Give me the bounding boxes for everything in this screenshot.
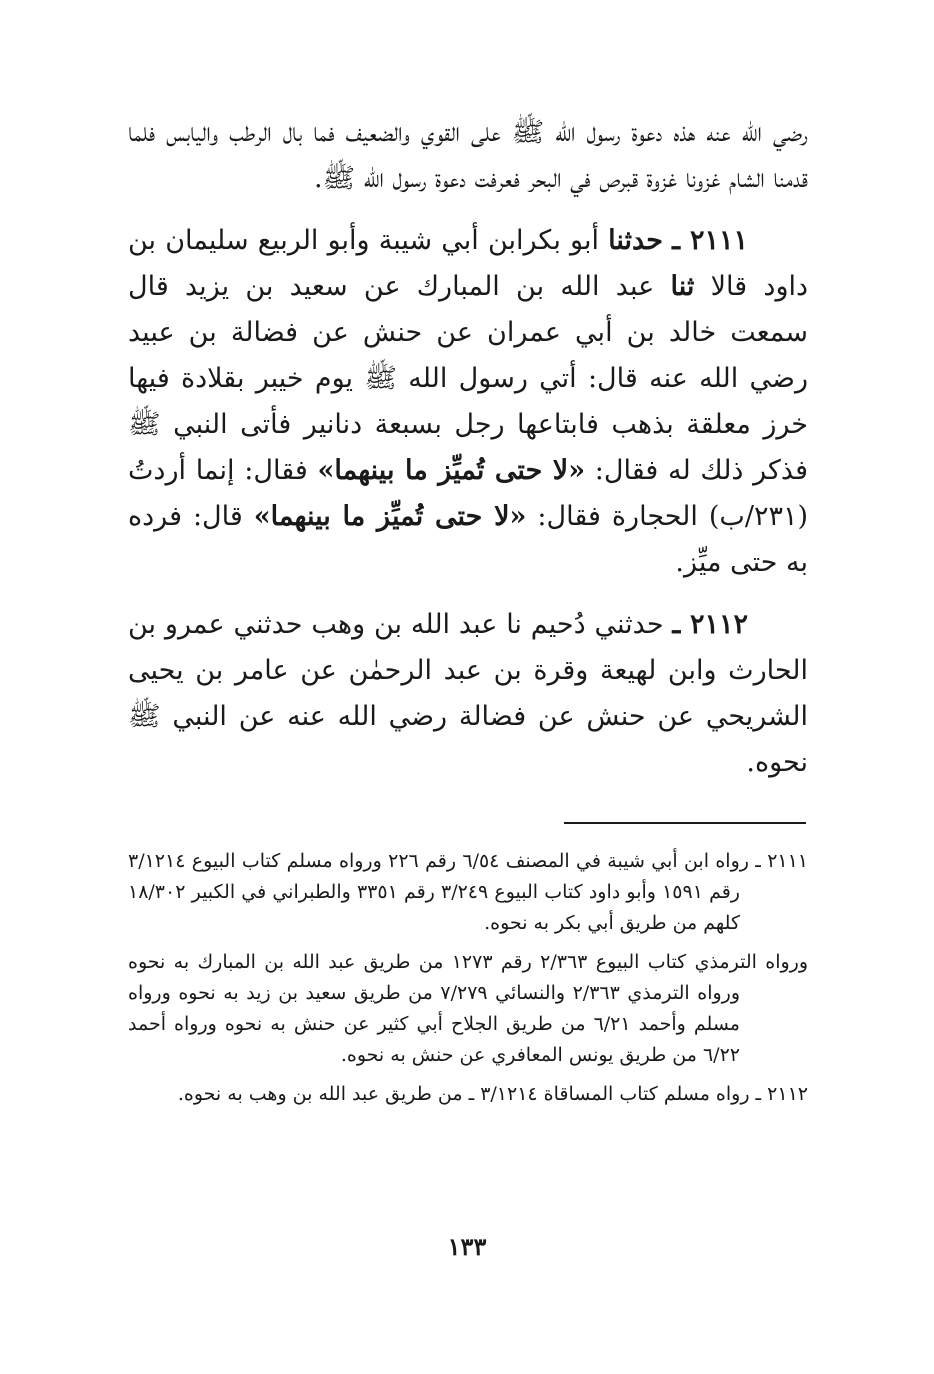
hadith-text: فقال: إنما أردتُ (٢٣١/ب) الحجارة فقال: xyxy=(128,455,808,532)
prophetic-quote: «لا حتى تُميِّز ما بينهما» xyxy=(253,501,527,532)
footnote-2111-continued: ورواه الترمذي كتاب البيوع ٢/٣٦٣ رقم ١٢٧٣ من طريق عبد الله بن المبارك به نحوه ورواه الترمذي ٢/٣٦٣ والنسائي ٧/٢٧٩ من طريق سعيد بن زيد به نحوه ورواه مسلم وأحمد ٦/٢١ من طريق الجلاح أبي كثير عن حنش به نحوه ورواه أحمد ٦/٢٢ من طريق يونس المعافري عن حنش به نحوه. xyxy=(128,951,808,1066)
hadith-number: ٢١١٢ ـ xyxy=(672,609,749,640)
footnote-divider xyxy=(564,822,806,824)
main-text xyxy=(128,110,808,802)
paragraph-continuation xyxy=(128,110,808,202)
page-number: ١٣٣ xyxy=(447,1232,487,1261)
hadith-opening: حدثنا xyxy=(608,225,663,256)
footnotes xyxy=(128,846,808,1118)
hadith-text: أبو بكرابن أبي شيبة وأبو الربيع سليمان بن داود قالا xyxy=(128,225,809,302)
hadith-number: ٢١١١ ـ xyxy=(672,225,749,256)
prophetic-quote: «لا حتى تُميِّز ما بينهما» xyxy=(317,455,586,486)
footnote-2111: ٢١١١ ـ رواه ابن أبي شيبة في المصنف ٦/٥٤ رقم ٢٢٦ ورواه مسلم كتاب البيوع ٣/١٢١٤ رقم ١٥٩١ وأبو داود كتاب البيوع ٣/٢٤٩ رقم ٣٣٥١ والطبراني في الكبير ١٨/٣٠٢ كلهم من طريق أبي بكر به نحوه. xyxy=(128,850,809,934)
hadith-2111 xyxy=(128,218,808,586)
hadith-2112 xyxy=(128,602,808,786)
hadith-text: عبد الله بن المبارك عن سعيد بن يزيد قال سمعت خالد بن أبي عمران عن حنش عن فضالة بن عبيد رضي الله عنه قال: أتي رسول الله ﷺ يوم خيبر بقلادة فيها خرز معلقة بذهب فابتاعها رجل بسبعة دنانير فأتى النبي ﷺ فذكر ذلك له فقال: xyxy=(128,271,808,486)
hadith-text: قال: فرده به حتى ميِّز. xyxy=(128,501,808,578)
footnote-2112: ٢١١٢ ـ رواه مسلم كتاب المساقاة ٣/١٢١٤ ـ من طريق عبد الله بن وهب به نحوه. xyxy=(177,1083,808,1105)
hadith-text: حدثني دُحيم نا عبد الله بن وهب حدثني عمرو بن الحارث وابن لهيعة وقرة بن عبد الرحمٰن عن عامر بن يحيى الشريحي عن حنش عن فضالة رضي الله عنه عن النبي ﷺ نحوه. xyxy=(128,609,808,778)
paragraph-continuation-text: رضي الله عنه هذه دعوة رسول الله ﷺ على القوي والضعيف فما بال الرطب واليابس فلما قدمنا الشام غزونا غزوة قبرص في البحر فعرفت دعوة رسول الله ﷺ. xyxy=(128,117,808,194)
hadith-narration-word: ثنا xyxy=(670,271,695,302)
